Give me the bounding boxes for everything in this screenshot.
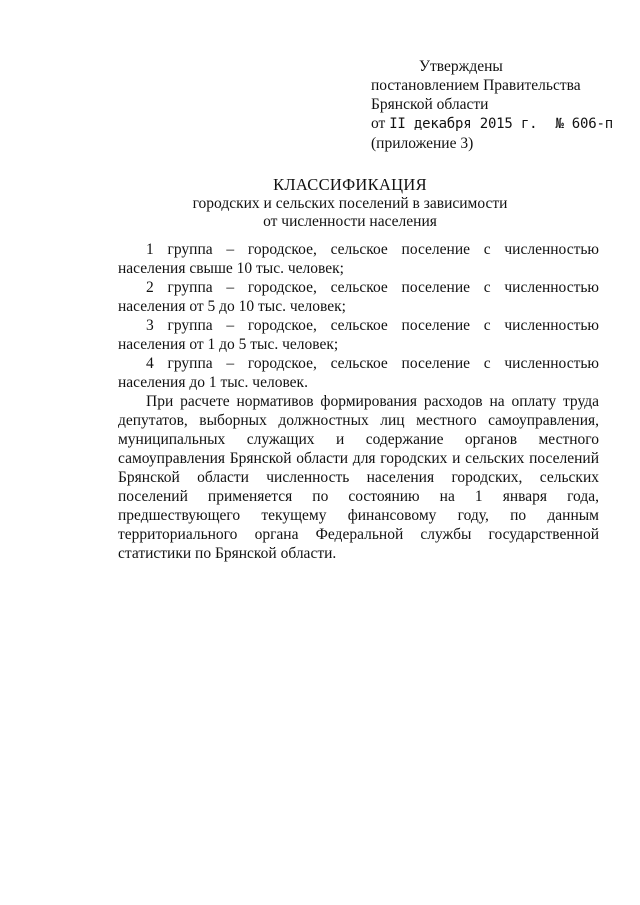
approval-line-resolution (371, 76, 631, 95)
group-2-paragraph: 2 группа – городское, сельское поселение с численностью населения от 5 до 10 тыс. человек; (118, 279, 599, 315)
calculation-note-paragraph: При расчете нормативов формирования расходов на оплату труда депутатов, выборных должностных лиц местного самоуправления, муниципальных служащих и содержание органов местного самоуправления Брянской области для городских и сельских поселений Брянской области численность населения городских, сельских поселений применяется по состоянию на 1 января года, предшествующего текущему финансовому году, по данным территориального органа Федеральной службы государственной статистики по Брянской области. (118, 393, 599, 562)
approval-line-region (371, 95, 631, 114)
document-body (118, 240, 599, 563)
document-subtitle-line-1: городских и сельских поселений в зависимости (192, 195, 508, 212)
document-title: КЛАССИФИКАЦИЯ (273, 175, 427, 194)
group-1-paragraph: 1 группа – городское, сельское поселение с численностью населения свыше 10 тыс. человек; (118, 241, 599, 277)
approval-date-prefix: от (371, 115, 386, 132)
group-4-paragraph: 4 группа – городское, сельское поселение с численностью населения до 1 тыс. человек. (118, 355, 599, 391)
approval-date-value: II декабря 2015 г. (389, 116, 538, 132)
approval-region-text: Брянской области (371, 96, 489, 113)
approval-appendix-text: (приложение 3) (371, 135, 474, 152)
document-subtitle-line-2: от численности населения (263, 213, 437, 230)
approval-approved-text: Утверждены (419, 58, 503, 75)
approval-line-appendix (371, 134, 631, 153)
document-heading (100, 175, 600, 231)
approval-stamp-block (371, 57, 631, 153)
approval-number-value: № 606-п (555, 116, 613, 132)
approval-line-date (371, 114, 631, 134)
approval-line-approved (371, 57, 631, 76)
approval-resolution-text: постановлением Правительства (371, 77, 581, 94)
group-3-paragraph: 3 группа – городское, сельское поселение с численностью населения от 1 до 5 тыс. человек; (118, 317, 599, 353)
